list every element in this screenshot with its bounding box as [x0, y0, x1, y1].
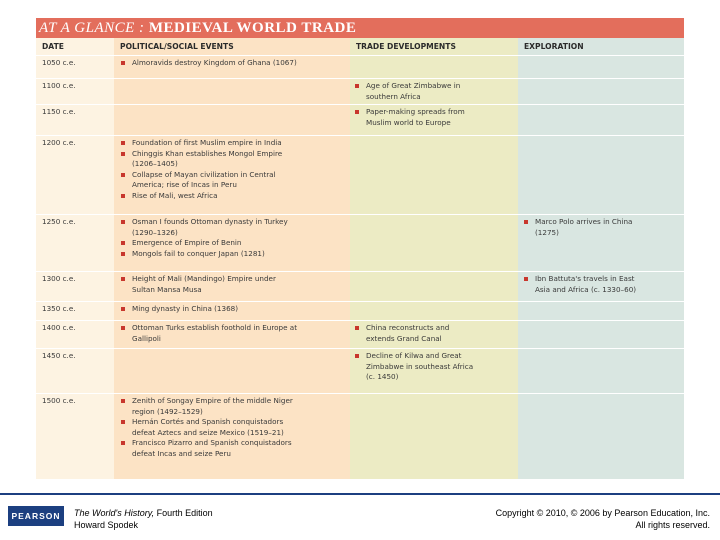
bullet-icon — [121, 307, 125, 311]
exploration-event-text: Ibn Battuta's travels in East — [535, 274, 635, 283]
bullet-icon — [121, 277, 125, 281]
footer-divider — [0, 493, 720, 495]
political-cell — [120, 58, 346, 69]
political-event-text: Rise of Mali, west Africa — [132, 190, 218, 200]
table-title — [36, 18, 684, 38]
political-event — [120, 417, 346, 438]
political-event-text: Emergence of Empire of Benin — [132, 238, 242, 248]
bullet-icon — [355, 84, 359, 88]
bullet-icon — [121, 399, 125, 403]
at-a-glance-table — [36, 18, 684, 479]
book-citation — [74, 507, 213, 531]
exploration-event-text: Asia and Africa (c. 1330–60) — [535, 284, 637, 294]
political-event — [120, 191, 346, 202]
exploration-event-text: (1275) — [535, 227, 559, 237]
political-event-text: Almoravids destroy Kingdom of Ghana (1067) — [132, 58, 297, 67]
table-row — [36, 214, 684, 271]
political-event — [120, 323, 346, 344]
exploration-cell — [523, 217, 681, 238]
title-main: MEDIEVAL WORLD TRADE — [148, 20, 357, 36]
political-event-text: Hernán Cortés and Spanish conquistadors — [132, 417, 284, 427]
political-event — [120, 138, 346, 149]
political-event-text: (1290–1326) — [132, 227, 178, 237]
political-event — [120, 249, 346, 260]
trade-event — [354, 81, 516, 102]
date-cell: 1350 c.e. — [42, 304, 76, 313]
trade-event-text: China reconstructs and — [366, 323, 450, 332]
bullet-icon — [121, 420, 125, 424]
political-cell — [120, 396, 346, 460]
political-event-text: Osman I founds Ottoman dynasty in Turkey — [132, 217, 288, 226]
political-event — [120, 149, 346, 170]
trade-event-text: Age of Great Zimbabwe in — [366, 81, 461, 90]
table-row — [36, 104, 684, 135]
political-event-text: Ottoman Turks establish foothold in Europe at — [132, 323, 298, 332]
trade-event — [354, 107, 516, 128]
date-cell: 1100 c.e. — [42, 81, 76, 90]
rights-text: All rights reserved. — [635, 520, 710, 530]
bullet-icon — [121, 173, 125, 177]
table-row — [36, 301, 684, 320]
political-event-text: Francisco Pizarro and Spanish conquistadors — [132, 438, 292, 448]
political-event-text: Sultan Mansa Musa — [132, 284, 202, 294]
date-cell: 1150 c.e. — [42, 107, 76, 116]
table-row — [36, 78, 684, 104]
political-cell — [120, 274, 346, 295]
political-event-text: region (1492–1529) — [132, 406, 203, 416]
political-cell — [120, 323, 346, 344]
trade-cell — [354, 107, 516, 128]
political-event-text: Height of Mali (Mandingo) Empire under — [132, 274, 276, 283]
political-event — [120, 396, 346, 417]
political-event — [120, 238, 346, 249]
exploration-event — [523, 217, 681, 238]
political-event — [120, 304, 346, 315]
title-prefix: AT A GLANCE : — [39, 20, 145, 36]
bullet-icon — [121, 441, 125, 445]
date-cell: 1050 c.e. — [42, 58, 76, 67]
copyright-notice — [496, 507, 710, 531]
date-cell: 1450 c.e. — [42, 351, 76, 360]
bullet-icon — [121, 326, 125, 330]
exploration-event — [523, 274, 681, 295]
political-event — [120, 217, 346, 238]
political-event-text: Zenith of Songay Empire of the middle Niger — [132, 396, 293, 405]
bullet-icon — [121, 241, 125, 245]
political-event-text: defeat Incas and seize Peru — [132, 448, 231, 458]
political-event-text: Chinggis Khan establishes Mongol Empire — [132, 148, 283, 158]
book-author: Howard Spodek — [74, 520, 139, 530]
header-political: POLITICAL/SOCIAL EVENTS — [120, 42, 234, 51]
political-event-text: America; rise of Incas in Peru — [132, 180, 237, 190]
bullet-icon — [121, 220, 125, 224]
trade-cell — [354, 81, 516, 102]
book-title: The World's History, — [74, 508, 155, 518]
trade-event — [354, 351, 516, 383]
table-row — [36, 135, 684, 214]
table-row — [36, 271, 684, 301]
trade-event-text: Muslim world to Europe — [366, 117, 451, 127]
bullet-icon — [121, 61, 125, 65]
political-cell — [120, 138, 346, 202]
table-row — [36, 320, 684, 348]
political-event-text: Ming dynasty in China (1368) — [132, 304, 239, 313]
bullet-icon — [524, 220, 528, 224]
bullet-icon — [121, 194, 125, 198]
political-event-text: Foundation of first Muslim empire in India — [132, 138, 282, 147]
table-row — [36, 393, 684, 479]
trade-event-text: Decline of Kilwa and Great — [366, 351, 462, 360]
political-event — [120, 274, 346, 295]
bullet-icon — [355, 110, 359, 114]
political-event-text: defeat Aztecs and seize Mexico (1519–21) — [132, 427, 284, 437]
date-cell: 1200 c.e. — [42, 138, 76, 147]
trade-cell — [354, 351, 516, 383]
date-cell: 1500 c.e. — [42, 396, 76, 405]
political-event — [120, 438, 346, 459]
date-cell: 1250 c.e. — [42, 217, 76, 226]
political-event-text: (1206–1405) — [132, 159, 178, 169]
bullet-icon — [355, 326, 359, 330]
political-event-text: Gallipoli — [132, 333, 161, 343]
trade-event-text: (c. 1450) — [366, 372, 399, 382]
table-row — [36, 55, 684, 78]
bullet-icon — [355, 354, 359, 358]
political-event — [120, 170, 346, 191]
date-cell: 1400 c.e. — [42, 323, 76, 332]
bullet-icon — [524, 277, 528, 281]
exploration-event-text: Marco Polo arrives in China — [535, 217, 633, 226]
header-exploration: EXPLORATION — [524, 42, 584, 51]
pearson-logo: PEARSON — [8, 506, 64, 526]
bullet-icon — [121, 252, 125, 256]
copyright-text: Copyright © 2010, © 2006 by Pearson Education, Inc. — [495, 508, 710, 518]
trade-event — [354, 323, 516, 344]
bullet-icon — [121, 152, 125, 156]
political-cell — [120, 217, 346, 259]
header-trade: TRADE DEVELOPMENTS — [356, 42, 456, 51]
political-event-text: Collapse of Mayan civilization in Central — [132, 169, 276, 179]
header-row — [36, 38, 684, 55]
political-cell — [120, 304, 346, 315]
trade-event-text: Paper-making spreads from — [366, 107, 465, 116]
trade-event-text: Zimbabwe in southeast Africa — [366, 361, 474, 371]
bullet-icon — [121, 141, 125, 145]
book-edition: Fourth Edition — [154, 508, 213, 518]
political-event-text: Mongols fail to conquer Japan (1281) — [132, 248, 265, 258]
table-row — [36, 348, 684, 393]
trade-event-text: southern Africa — [366, 91, 421, 101]
political-event — [120, 58, 346, 69]
header-date: DATE — [42, 42, 64, 51]
date-cell: 1300 c.e. — [42, 274, 76, 283]
exploration-cell — [523, 274, 681, 295]
trade-event-text: extends Grand Canal — [366, 333, 442, 343]
trade-cell — [354, 323, 516, 344]
